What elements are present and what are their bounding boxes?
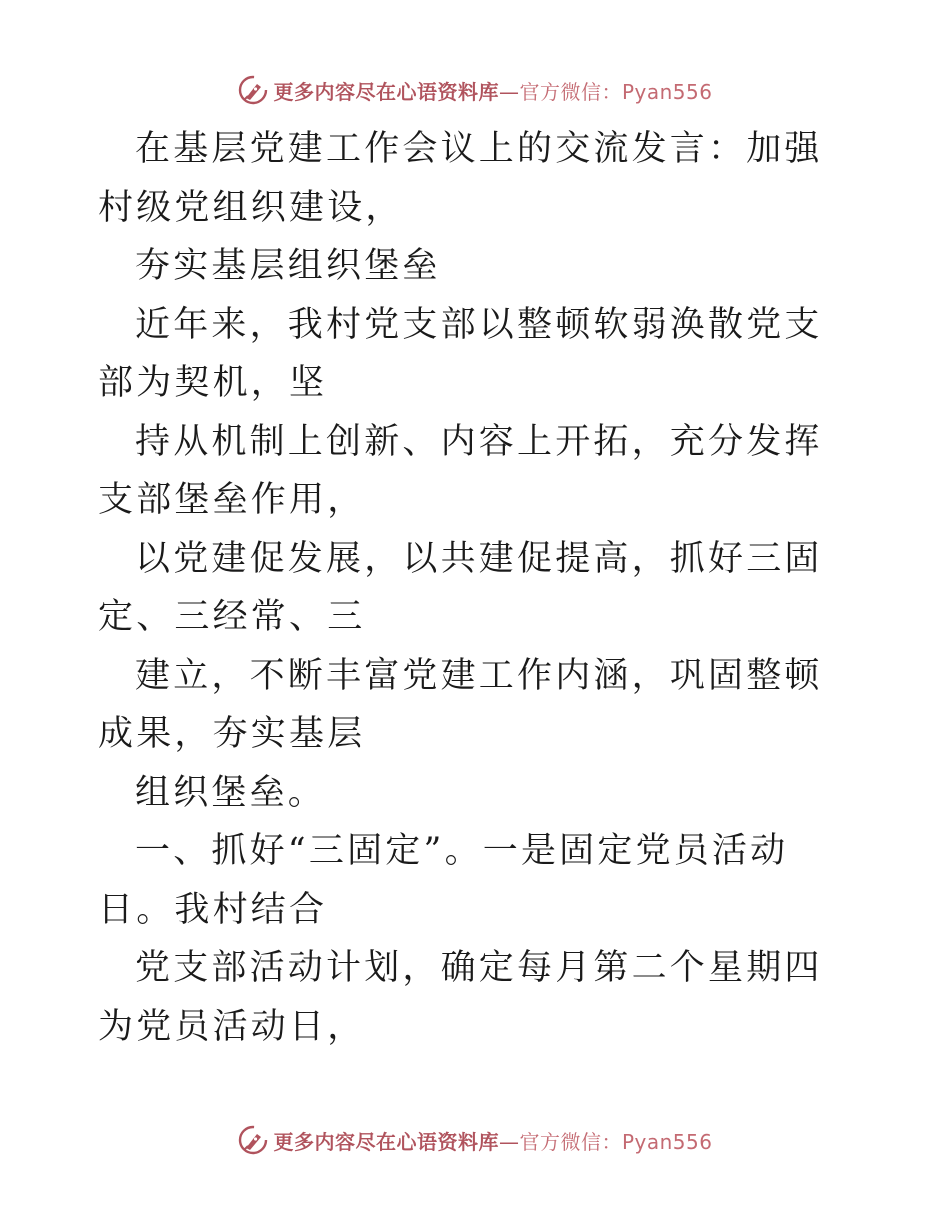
footer-banner-dash: — [498, 1129, 520, 1154]
paragraph: 持从机制上创新、内容上开拓，充分发挥支部堡垒作用， [98, 421, 823, 520]
footer-banner-text [273, 1126, 712, 1155]
footer-banner-wechat: 官方微信：Pyan556 [519, 1129, 713, 1154]
document-body [98, 120, 858, 1056]
header-banner-main: 更多内容尽在心语资料库 [273, 79, 499, 104]
paragraph: 建立，不断丰富党建工作内涵，巩固整顿成果，夯实基层 [98, 655, 823, 754]
header-banner-dash: — [498, 79, 520, 104]
paragraph: 一、抓好“三固定”。一是固定党员活动日。我村结合 [98, 831, 789, 930]
header-banner-text [273, 76, 712, 105]
paragraph: 组织堡垒。 [135, 772, 327, 813]
pen-nib-in-circle-icon [237, 1124, 269, 1156]
header-banner [0, 70, 950, 110]
footer-banner-main: 更多内容尽在心语资料库 [273, 1129, 499, 1154]
header-banner-wechat: 官方微信：Pyan556 [519, 79, 713, 104]
footer-banner [0, 1120, 950, 1160]
paragraph: 以党建促发展，以共建促提高，抓好三固定、三经常、三 [98, 538, 823, 637]
paragraph: 夯实基层组织堡垒 [135, 246, 441, 286]
pen-nib-in-circle-icon [237, 74, 269, 106]
paragraph: 近年来，我村党支部以整顿软弱涣散党支部为契机，坚 [98, 304, 823, 403]
paragraph: 党支部活动计划，确定每月第二个星期四为党员活动日， [98, 948, 823, 1047]
paragraph: 在基层党建工作会议上的交流发言：加强村级党组织建设， [98, 129, 823, 228]
